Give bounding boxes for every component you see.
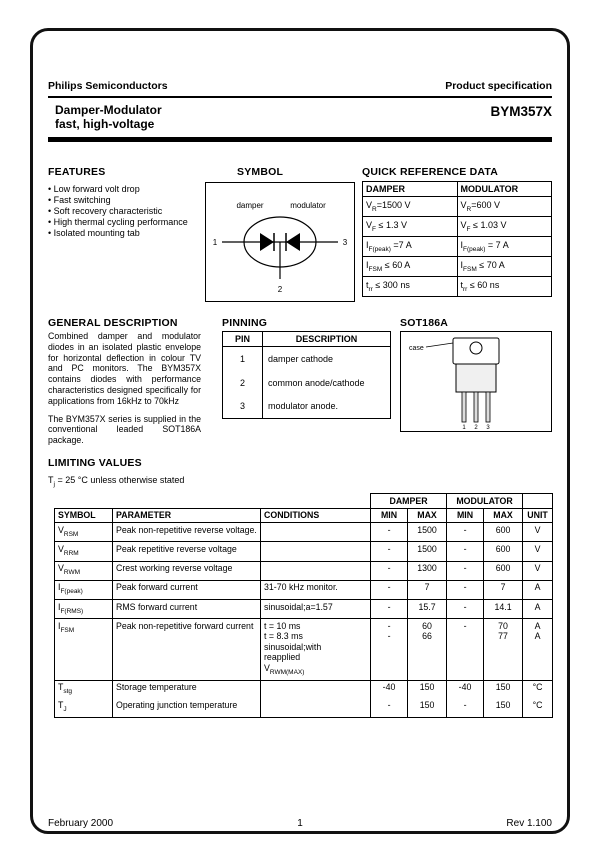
feature-item: • Low forward volt drop <box>48 184 200 195</box>
lead-2-label: 2 <box>474 425 478 431</box>
table-header-row <box>55 508 553 523</box>
lv-symbol: $I_{F(peak)}$ <box>55 580 113 599</box>
footer-date: February 2000 <box>48 818 114 829</box>
lv-conditions <box>261 680 371 699</box>
lead-3 <box>486 392 490 422</box>
symbol-heading: SYMBOL <box>237 166 284 178</box>
lv-symbol: $I_{F(RMS)}$ <box>55 600 113 619</box>
table-row <box>55 542 553 561</box>
lv-unit: V <box>523 561 553 580</box>
damper-diode-triangle <box>260 233 274 251</box>
qrd-modulator-value: $V_R=600$ V <box>457 197 552 217</box>
table-row <box>55 523 553 542</box>
lv-mod-max: 600 <box>484 542 523 561</box>
table-row <box>55 699 553 718</box>
lv-conditions: t = 10 ms t = 8.3 ms sinusoidal;with reapplied $V_{RWM(MAX)}$ <box>261 619 371 680</box>
pin-number: 3 <box>223 395 263 419</box>
header-rule <box>48 96 552 98</box>
lv-damper-max: 60 66 <box>408 619 447 680</box>
lv-mod-min: -40 <box>447 680 484 699</box>
lv-damper-min: - <box>371 580 408 599</box>
pin-col-header: PIN <box>223 332 263 347</box>
lv-damper-min: -40 <box>371 680 408 699</box>
limiting-values-note: $T_j = 25$ °C unless otherwise stated <box>48 475 185 488</box>
group-header-unit-spacer <box>523 494 553 509</box>
lv-damper-max: 150 <box>408 699 447 718</box>
lv-damper-min: - - <box>371 619 408 680</box>
case-label: case <box>409 345 424 352</box>
features-heading: FEATURES <box>48 166 106 178</box>
lv-mod-max: 70 77 <box>484 619 523 680</box>
lv-mod-max: 150 <box>484 699 523 718</box>
table-header-row <box>223 332 391 347</box>
lv-parameter: Peak forward current <box>113 580 261 599</box>
lv-damper-min: - <box>371 699 408 718</box>
pin-description: modulator anode. <box>263 395 391 419</box>
lv-symbol: $V_{RWM}$ <box>55 561 113 580</box>
col-conditions: CONDITIONS <box>261 508 371 523</box>
table-row <box>363 217 552 237</box>
lv-parameter: Storage temperature <box>113 680 261 699</box>
group-header-modulator: MODULATOR <box>447 494 523 509</box>
qrd-col-modulator: MODULATOR <box>457 182 552 197</box>
lv-unit: °C <box>523 680 553 699</box>
lv-parameter: RMS forward current <box>113 600 261 619</box>
limiting-values-heading: LIMITING VALUES <box>48 457 142 469</box>
page-number: 1 <box>297 818 303 829</box>
lv-conditions <box>261 699 371 718</box>
lv-damper-max: 150 <box>408 680 447 699</box>
qrd-damper-value: $I_{FSM} \le 60$ A <box>363 257 458 277</box>
table-row <box>55 561 553 580</box>
lv-mod-min: - <box>447 619 484 680</box>
pin1-label: 1 <box>212 238 218 247</box>
lv-conditions <box>261 542 371 561</box>
lv-mod-min: - <box>447 523 484 542</box>
spec-type: Product specification <box>445 80 552 92</box>
col-unit: UNIT <box>523 508 553 523</box>
modulator-diode-triangle <box>286 233 300 251</box>
modulator-label: modulator <box>290 201 326 210</box>
qrd-modulator-value: $I_{FSM} \le 70$ A <box>457 257 552 277</box>
col-symbol: SYMBOL <box>55 508 113 523</box>
pin2-label: 2 <box>277 285 283 294</box>
desc-col-header: DESCRIPTION <box>263 332 391 347</box>
lv-mod-max: 600 <box>484 523 523 542</box>
lead-1-label: 1 <box>462 425 466 431</box>
col-mod-max: MAX <box>484 508 523 523</box>
group-header-spacer <box>55 494 371 509</box>
lv-symbol: $T_J$ <box>55 699 113 718</box>
col-damper-min: MIN <box>371 508 408 523</box>
lv-mod-max: 150 <box>484 680 523 699</box>
qrd-damper-value: $I_{F(peak)} =7$ A <box>363 237 458 257</box>
package-heading: SOT186A <box>400 317 449 329</box>
lv-mod-max: 600 <box>484 561 523 580</box>
lv-damper-max: 1500 <box>408 523 447 542</box>
features-list <box>48 184 200 239</box>
feature-item: • Soft recovery characteristic <box>48 206 200 217</box>
title-line-2: fast, high-voltage <box>55 117 155 131</box>
mounting-hole <box>470 342 482 354</box>
general-description-heading: GENERAL DESCRIPTION <box>48 317 178 329</box>
package-body <box>456 364 496 392</box>
table-row <box>223 395 391 419</box>
lv-parameter: Operating junction temperature <box>113 699 261 718</box>
table-row <box>363 277 552 297</box>
datasheet-page <box>48 80 552 840</box>
lv-unit: A <box>523 600 553 619</box>
lv-mod-min: - <box>447 699 484 718</box>
lv-conditions: sinusoidal;a=1.57 <box>261 600 371 619</box>
lv-mod-min: - <box>447 542 484 561</box>
package-drawing <box>401 332 551 431</box>
col-damper-max: MAX <box>408 508 447 523</box>
lv-unit: A A <box>523 619 553 680</box>
quick-reference-heading: QUICK REFERENCE DATA <box>362 166 499 178</box>
lv-mod-min: - <box>447 561 484 580</box>
lv-parameter: Peak non-repetitive forward current <box>113 619 261 680</box>
lv-parameter: Crest working reverse voltage <box>113 561 261 580</box>
table-row <box>363 237 552 257</box>
pin-description: damper cathode <box>263 347 391 371</box>
table-row <box>223 371 391 395</box>
lv-unit: A <box>523 580 553 599</box>
part-number: BYM357X <box>490 104 552 119</box>
pin-number: 2 <box>223 371 263 395</box>
qrd-modulator-value: $I_{F(peak)} = 7$ A <box>457 237 552 257</box>
description-paragraph: The BYM357X series is supplied in the conventional leaded SOT186A package. <box>48 413 201 446</box>
lv-symbol: $T_{stg}$ <box>55 680 113 699</box>
lv-parameter: Peak repetitive reverse voltage <box>113 542 261 561</box>
qrd-modulator-value: $V_F \le 1.03$ V <box>457 217 552 237</box>
pin-description: common anode/cathode <box>263 371 391 395</box>
damper-label: damper <box>236 201 264 210</box>
lead-2 <box>474 392 478 422</box>
lv-damper-max: 15.7 <box>408 600 447 619</box>
qrd-modulator-value: $t_{rr} \le 60$ ns <box>457 277 552 297</box>
pin-number: 1 <box>223 347 263 371</box>
feature-item: • Isolated mounting tab <box>48 228 200 239</box>
table-row <box>223 347 391 371</box>
lv-damper-min: - <box>371 523 408 542</box>
lv-unit: °C <box>523 699 553 718</box>
group-header-row <box>55 494 553 509</box>
lv-damper-min: - <box>371 600 408 619</box>
table-row <box>363 197 552 217</box>
feature-item: • Fast switching <box>48 195 200 206</box>
lv-damper-min: - <box>371 542 408 561</box>
lv-parameter: Peak non-repetitive reverse voltage. <box>113 523 261 542</box>
lv-damper-max: 7 <box>408 580 447 599</box>
lv-symbol: $V_{RRM}$ <box>55 542 113 561</box>
lead-1 <box>462 392 466 422</box>
lv-damper-max: 1300 <box>408 561 447 580</box>
lv-mod-min: - <box>447 580 484 599</box>
package-drawing-box <box>400 331 552 432</box>
lv-conditions: 31-70 kHz monitor. <box>261 580 371 599</box>
group-header-damper: DAMPER <box>371 494 447 509</box>
document-title <box>55 103 162 131</box>
lv-mod-max: 14.1 <box>484 600 523 619</box>
lv-damper-max: 1500 <box>408 542 447 561</box>
description-paragraph: Combined damper and modulator diodes in an isolated plastic envelope for horizontal deflection in colour TV and PC monitors. The BYM357X contains diodes with performance characteristics designed specifically for applications from 16kHz to 70kHz <box>48 331 201 406</box>
quick-reference-table <box>362 181 552 297</box>
lv-symbol: $I_{FSM}$ <box>55 619 113 680</box>
pinning-table <box>222 331 391 419</box>
symbol-diagram-box <box>205 182 355 302</box>
qrd-damper-value: $t_{rr} \le 300$ ns <box>363 277 458 297</box>
qrd-damper-value: $V_R=1500$ V <box>363 197 458 217</box>
col-mod-min: MIN <box>447 508 484 523</box>
lv-mod-max: 7 <box>484 580 523 599</box>
qrd-col-damper: DAMPER <box>363 182 458 197</box>
title-line-1: Damper-Modulator <box>55 103 162 117</box>
lv-mod-min: - <box>447 600 484 619</box>
limiting-values-table <box>54 493 553 718</box>
footer-revision: Rev 1.100 <box>506 818 552 829</box>
general-description-text <box>48 331 201 446</box>
diode-symbol-drawing <box>206 183 354 301</box>
table-row <box>55 600 553 619</box>
table-row <box>363 257 552 277</box>
lv-symbol: $V_{RSM}$ <box>55 523 113 542</box>
lv-damper-min: - <box>371 561 408 580</box>
table-header-row <box>363 182 552 197</box>
qrd-damper-value: $V_F \le 1.3$ V <box>363 217 458 237</box>
lv-unit: V <box>523 523 553 542</box>
table-row <box>55 580 553 599</box>
lv-unit: V <box>523 542 553 561</box>
feature-item: • High thermal cycling performance <box>48 217 200 228</box>
lv-conditions <box>261 561 371 580</box>
col-parameter: PARAMETER <box>113 508 261 523</box>
table-row <box>55 680 553 699</box>
case-leader-line <box>426 343 453 347</box>
lead-3-label: 3 <box>486 425 490 431</box>
pinning-heading: PINNING <box>222 317 268 329</box>
pin3-label: 3 <box>342 238 348 247</box>
publisher-name: Philips Semiconductors <box>48 80 168 92</box>
lv-conditions <box>261 523 371 542</box>
title-rule <box>48 137 552 142</box>
document-header <box>48 80 552 92</box>
table-row <box>55 619 553 680</box>
title-block <box>48 103 552 131</box>
